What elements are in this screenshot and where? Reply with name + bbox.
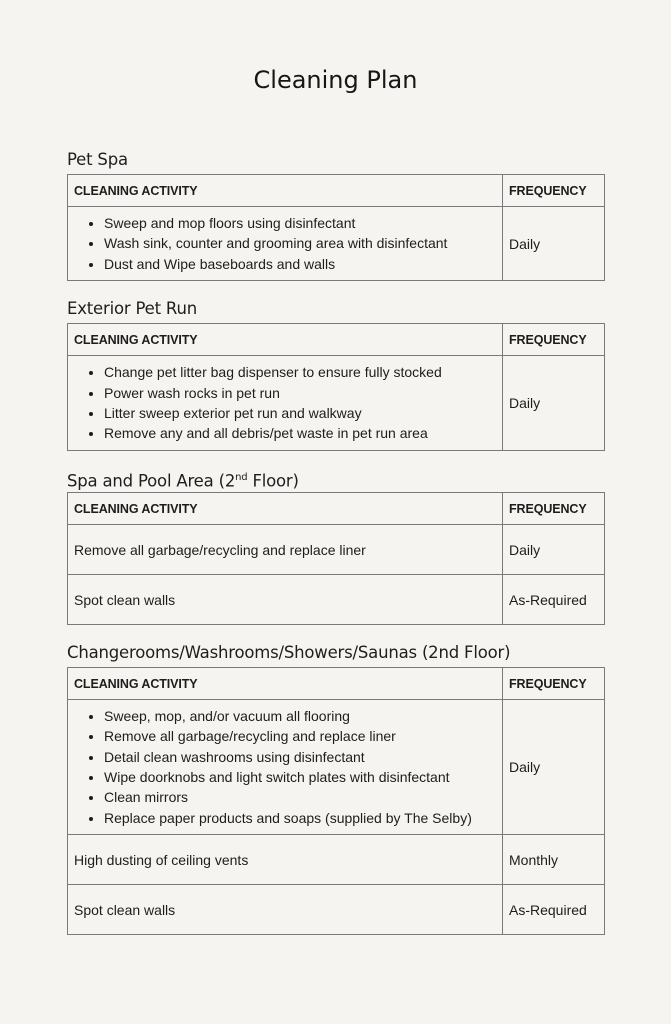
page-title: Cleaning Plan xyxy=(253,66,418,94)
activity-cell xyxy=(68,356,503,451)
section-pet-spa xyxy=(67,148,604,281)
activity-list xyxy=(74,362,496,443)
table-row xyxy=(68,525,605,575)
activity-list xyxy=(74,213,496,274)
table-row xyxy=(68,835,605,885)
table-row xyxy=(68,356,605,451)
activity-cell xyxy=(68,700,503,835)
list-item: • Detail clean washrooms using disinfectant xyxy=(104,747,496,767)
frequency-cell: As-Required xyxy=(503,885,605,935)
list-item: • Dust and Wipe baseboards and walls xyxy=(104,254,496,274)
activity-cell: High dusting of ceiling vents xyxy=(68,835,503,885)
list-item: • Power wash rocks in pet run xyxy=(104,383,496,403)
header-activity: CLEANING ACTIVITY xyxy=(68,324,503,356)
list-item: • Remove all garbage/recycling and replace liner xyxy=(104,726,496,746)
table-header-row xyxy=(68,175,605,207)
table-row xyxy=(68,207,605,281)
frequency-cell: Monthly xyxy=(503,835,605,885)
list-item: • Wash sink, counter and grooming area with disinfectant xyxy=(104,233,496,253)
frequency-cell: As-Required xyxy=(503,575,605,625)
activity-cell: Spot clean walls xyxy=(68,575,503,625)
section-title: Changerooms/Washrooms/Showers/Saunas (2nd Floor) xyxy=(67,643,511,662)
table-row xyxy=(68,575,605,625)
table-header-row xyxy=(68,668,605,700)
frequency-cell: Daily xyxy=(503,207,605,281)
list-item: • Change pet litter bag dispenser to ensure fully stocked xyxy=(104,362,496,382)
cleaning-table xyxy=(67,492,605,625)
cleaning-table xyxy=(67,667,605,935)
table-row xyxy=(68,885,605,935)
frequency-cell: Daily xyxy=(503,700,605,835)
cleaning-table xyxy=(67,174,605,281)
table-header-row xyxy=(68,493,605,525)
list-item: • Litter sweep exterior pet run and walkway xyxy=(104,403,496,423)
table-row xyxy=(68,700,605,835)
header-frequency: FREQUENCY xyxy=(503,324,605,356)
list-item: • Sweep and mop floors using disinfectant xyxy=(104,213,496,233)
section-title: Spa and Pool Area (2nd Floor) xyxy=(67,471,299,491)
header-frequency: FREQUENCY xyxy=(503,493,605,525)
section-title: Pet Spa xyxy=(67,150,128,169)
cleaning-table xyxy=(67,323,605,451)
header-activity: CLEANING ACTIVITY xyxy=(68,175,503,207)
frequency-cell: Daily xyxy=(503,525,605,575)
activity-cell: Spot clean walls xyxy=(68,885,503,935)
section-changerooms xyxy=(67,641,604,935)
section-title: Exterior Pet Run xyxy=(67,299,197,318)
activity-list xyxy=(74,706,496,828)
list-item: • Sweep, mop, and/or vacuum all flooring xyxy=(104,706,496,726)
list-item: • Replace paper products and soaps (supplied by The Selby) xyxy=(104,808,496,828)
list-item: • Clean mirrors xyxy=(104,787,496,807)
frequency-cell: Daily xyxy=(503,356,605,451)
list-item: • Wipe doorknobs and light switch plates with disinfectant xyxy=(104,767,496,787)
activity-cell xyxy=(68,207,503,281)
header-frequency: FREQUENCY xyxy=(503,175,605,207)
table-header-row xyxy=(68,324,605,356)
header-activity: CLEANING ACTIVITY xyxy=(68,668,503,700)
activity-cell: Remove all garbage/recycling and replace liner xyxy=(68,525,503,575)
section-exterior-pet-run xyxy=(67,297,604,451)
header-frequency: FREQUENCY xyxy=(503,668,605,700)
section-spa-pool xyxy=(67,466,604,625)
header-activity: CLEANING ACTIVITY xyxy=(68,493,503,525)
list-item: • Remove any and all debris/pet waste in pet run area xyxy=(104,423,496,443)
